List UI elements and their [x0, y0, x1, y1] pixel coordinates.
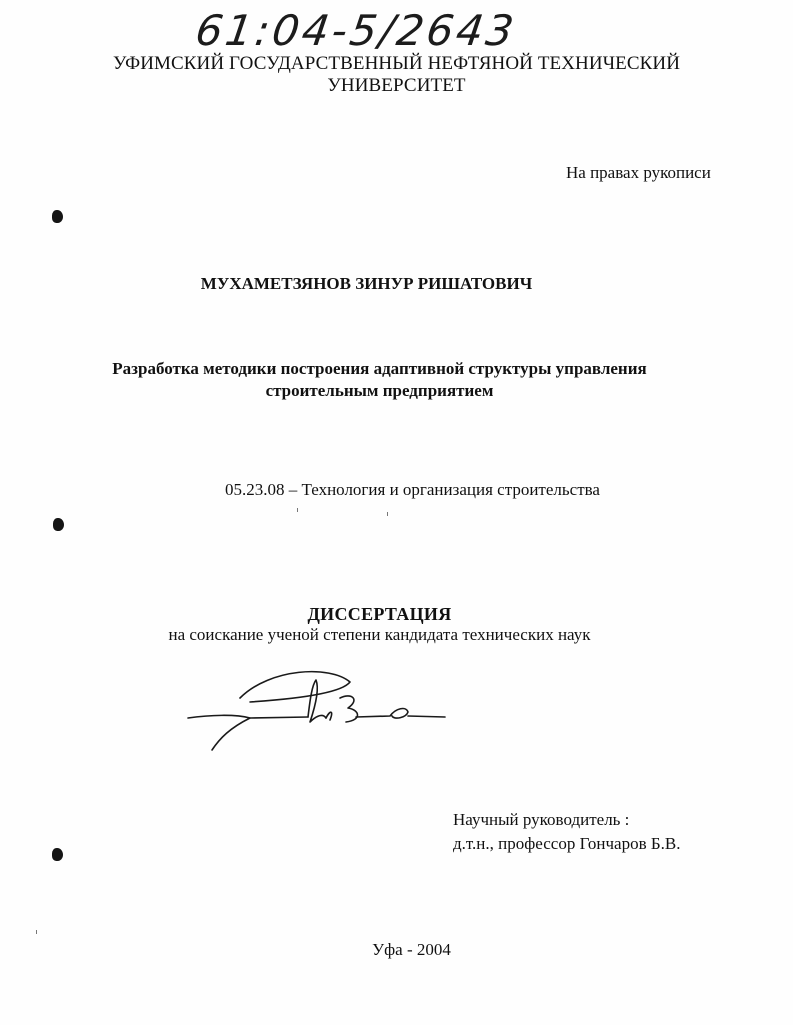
- binding-hole-mark: [52, 210, 63, 223]
- manuscript-rights-note: На правах рукописи: [566, 163, 711, 182]
- specialty-code: 05.23.08 – Технология и организация строительства: [225, 480, 600, 499]
- signature: [180, 660, 460, 760]
- binding-hole-mark: [53, 518, 64, 531]
- thesis-title-line2: строительным предприятием: [265, 381, 494, 400]
- scientific-supervisor: [453, 808, 680, 856]
- university-name: [0, 53, 793, 97]
- supervisor-label: Научный руководитель :: [453, 810, 630, 829]
- degree-description: на соискание ученой степени кандидата технических наук: [168, 625, 591, 644]
- author-name: МУХАМЕТЗЯНОВ ЗИНУР РИШАТОВИЧ: [200, 274, 533, 293]
- archive-code-handwritten: 61:04-5/2643: [192, 6, 520, 55]
- document-type: ДИССЕРТАЦИЯ: [307, 604, 452, 624]
- scan-speck: [297, 508, 298, 512]
- thesis-title: [0, 358, 776, 402]
- city-year: Уфа - 2004: [372, 940, 451, 959]
- supervisor-name: д.т.н., профессор Гончаров Б.В.: [453, 834, 681, 853]
- scan-speck: [387, 512, 388, 516]
- university-name-line2: УНИВЕРСИТЕТ: [327, 75, 466, 96]
- binding-hole-mark: [52, 848, 63, 861]
- thesis-title-line1: Разработка методики построения адаптивной структуры управления: [112, 359, 647, 378]
- scan-speck: [36, 930, 37, 934]
- university-name-line1: УФИМСКИЙ ГОСУДАРСТВЕННЫЙ НЕФТЯНОЙ ТЕХНИЧЕСКИЙ: [112, 53, 681, 74]
